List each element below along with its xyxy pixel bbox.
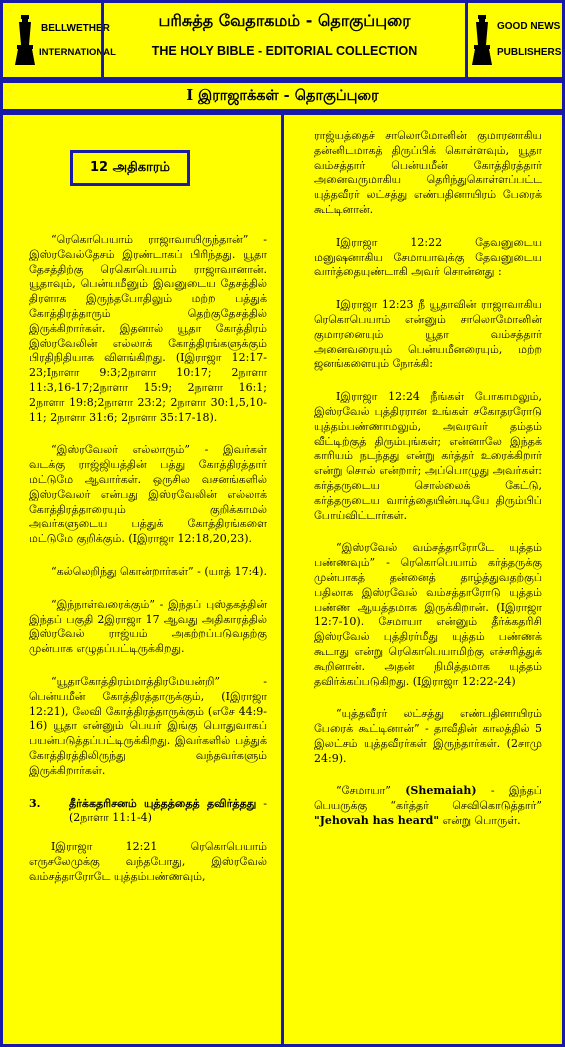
paragraph: “கல்லெறிந்து கொன்றார்கள்” - (யாத் 17:4).: [51, 564, 267, 578]
verse-paragraph: Iஇராஜா 12:24 நீங்கள் போகாமலும், இஸ்ரவேல் புத்திரரான உங்கள் சகோதரரோடு யுத்தம்பண்ணாமலும், அவரவர் தம்தம் வீட்டிற்குத் திரும்புங்கள்; என்னாலே இந்தக் காரியம் நடந்தது என்று கர்த்தர் உரைக்கிறார் என்று சொல் என்றார்; அப்பொழுது அவர்கள்: கர்த்தருடைய சொல்லைக் கேட்டு, கர்த்தருடைய வார்த்தையின்படியே திரும்பிப் போய்விட்டார்கள்.: [314, 390, 542, 522]
section-reference: - (2நாளா 11:1-4): [69, 796, 268, 825]
right-column-text: [314, 129, 542, 847]
right-column: [281, 112, 565, 1047]
paragraph: “ரெகொபெயாம் ராஜாவாயிருந்தான்” - இஸ்ரவேல்தேசம் இரண்டாகப் பிரிந்தது. யூதா தேசத்திற்கு ரெகொபெயாம் ராஜாவானான். யூதாவும், பென்யமீனும் இவனுடைய தேசத்தில் திரளாக இருந்தபோதிலும் மற்ற பத்துக் கோத்திரத்தாரும் தெற்குதேசத்தில் இருக்கிறார்கள். இதனால் யூதா கோத்திரம் இஸ்ரவேலின் எல்லாக் கோத்திரங்களுக்கும் பிரதிநிதியாக விளங்கிறது. (Iஇராஜா 12:17-23;Iநாளா 9:3;2நாளா 10:17; 2நாளா 11:3,16-17;2நாளா 15:9; 2நாளா 16:1; 2நாளா 19:8;2நாளா 23:2; 2நாளா 30:1,5,10-11; 2நாளா 31:6; 2நாளா 35:17-18).: [29, 233, 267, 424]
left-column-text: [29, 233, 267, 902]
paragraph: “இஸ்ரவேல் வம்சத்தாரோடே யுத்தம் பண்ணவும்” - ரெகொபெயாம் கர்த்தருக்கு முன்பாகத் தன்னைத் தாழ்த்துவதற்குப் பதிலாக இஸ்ரவேல் வம்சத்தாரோடு யுத்தம் பண்ண ஆயத்தமாக இருக்கிறான். (Iஇராஜா 12:7-10). சேமாயா என்னும் தீர்க்கதரிசி இஸ்ரவேல் புத்திரர்மீது யுத்தம் பண்ணக் கூடாது என்று ரெகொபெயாமிற்கு எச்சரித்துக் கூறினான். அதன் நிமித்தமாக யுத்தம் தவிர்க்கப்படுகிறது. (Iஇராஜா 12:22-24): [314, 541, 542, 688]
verse-paragraph: Iஇராஜா 12:21 ரெகொபெயாம் எருசலேமுக்கு வந்தபோது, இஸ்ரவேல் வம்சத்தாரோடே யுத்தம்பண்ணவும்,: [29, 840, 267, 883]
good-news-logo: [468, 7, 562, 77]
svg-text:PUBLISHERS: PUBLISHERS: [497, 47, 562, 58]
verse-paragraph: Iஇராஜா 12:23 நீ யூதாவின் ராஜாவாகிய ரெகொபெயாம் என்னும் சாலொமோனின் குமாரனையும் யூதா வம்சத்தார் அனைவரையும் பென்யமீனரையும், மற்ற ஜனங்களையும் நோக்கி:: [314, 298, 542, 371]
paragraph: “யூதாகோத்திரம்மாத்திரமேயன்றி” - பென்யமீன் கோத்திரத்தாருக்கும், (Iஇராஜா 12:21), லேவி கோத்திரத்தாருக்கும் (எசே 44:9-16) யூதா என்னும் பெயர் இங்கு பொதுவாகப் பயன்படுத்தப்பட்டிருக்கிறது. இவர்களில் பத்துக் கோத்திரத்திலிருந்து வந்தவர்களும் இருக்கிறார்கள்.: [29, 674, 267, 777]
tamil-title: பரிசுத்த வேதாகமம் - தொகுப்புரை: [158, 11, 411, 30]
term: “சேமாயா”: [336, 784, 406, 798]
meaning-tail: என்று பொருள்.: [439, 814, 521, 828]
english-term: (Shemaiah): [405, 784, 477, 798]
svg-text:BELLWETHER: BELLWETHER: [41, 23, 110, 34]
header-title-block: [101, 3, 468, 77]
meaning-text: - இந்தப் பெயருக்கு “கர்த்தர் செவிகொடுத்தார்”: [314, 784, 542, 813]
english-title: THE HOLY BIBLE - EDITORIAL COLLECTION: [151, 44, 418, 58]
section-number: 3.: [29, 796, 41, 810]
book-title: I இராஜாக்கள் - தொகுப்புரை: [186, 87, 379, 104]
header-banner: [0, 0, 565, 80]
svg-text:INTERNATIONAL: INTERNATIONAL: [39, 47, 116, 58]
english-meaning: "Jehovah has heard": [314, 814, 440, 828]
section-title: தீர்க்கதரிசனம் யுத்தத்தைத் தவிர்த்தது: [69, 796, 257, 810]
bellwether-logo: [7, 7, 116, 77]
svg-text:GOOD NEWS: GOOD NEWS: [497, 21, 561, 32]
left-column: [0, 112, 284, 1047]
chapter-heading: 12 அதிகாரம்: [70, 150, 190, 186]
paragraph: ராஜ்யத்தைச் சாலொமோனின் குமாரனாகிய தன்னிடமாகத் திருப்பிக் கொள்ளவும், யூதா வம்சத்தார் பென்யமீன் கோத்திரத்தார் அனைவருமாகிய தெரிந்துகொள்ளப்பட்ட யுத்தவீரர் லட்சத்து எண்பதினாயிரம் பேரைக் கூட்டினான்.: [314, 129, 542, 216]
paragraph: [314, 784, 542, 828]
verse-paragraph: Iஇராஜா 12:22 தேவனுடைய மனுஷனாகிய சேமாயாவுக்கு தேவனுடைய வார்த்தையுண்டாகி அவர் சொன்னது :: [314, 235, 542, 279]
paragraph: “யுத்தவீரர் லட்சத்து எண்பதினாயிரம் பேரைக் கூட்டினான்” - தாவீதின் காலத்தில் 5 இலட்சம் யுத்தவீரர்கள் இருந்தார்கள். (2சாமு 24:9).: [314, 707, 542, 765]
paragraph: “இந்நாள்வரைக்கும்” - இந்தப் புஸ்தகத்தின் இந்தப் பகுதி 2இராஜா 17 ஆவது அதிகாரத்தில் இஸ்ரவேல் ராஜ்யம் அகற்றப்படுவதற்கு முன்பாக எழுதப்பட்டிருக்கிறது.: [29, 597, 267, 656]
book-title-bar: [0, 80, 565, 112]
section-heading: [29, 797, 267, 827]
paragraph: “இஸ்ரவேலர் எல்லாரும்” - இவர்கள் வடக்கு ராஜ்ஜியத்தின் பத்து கோத்திரத்தார் மட்டுமே ஆவார்கள். ஒருசில வசனங்களில் இஸ்ரவேலர் என்பது இஸ்ரவேலின் எல்லாக் கோத்திரத்தாரையும் குறிக்காமல் அவர்களுடைய பத்துக் கோத்திரங்களை மட்டுமே குறிக்கும். (Iஇராஜா 12:18,20,23).: [29, 443, 267, 546]
